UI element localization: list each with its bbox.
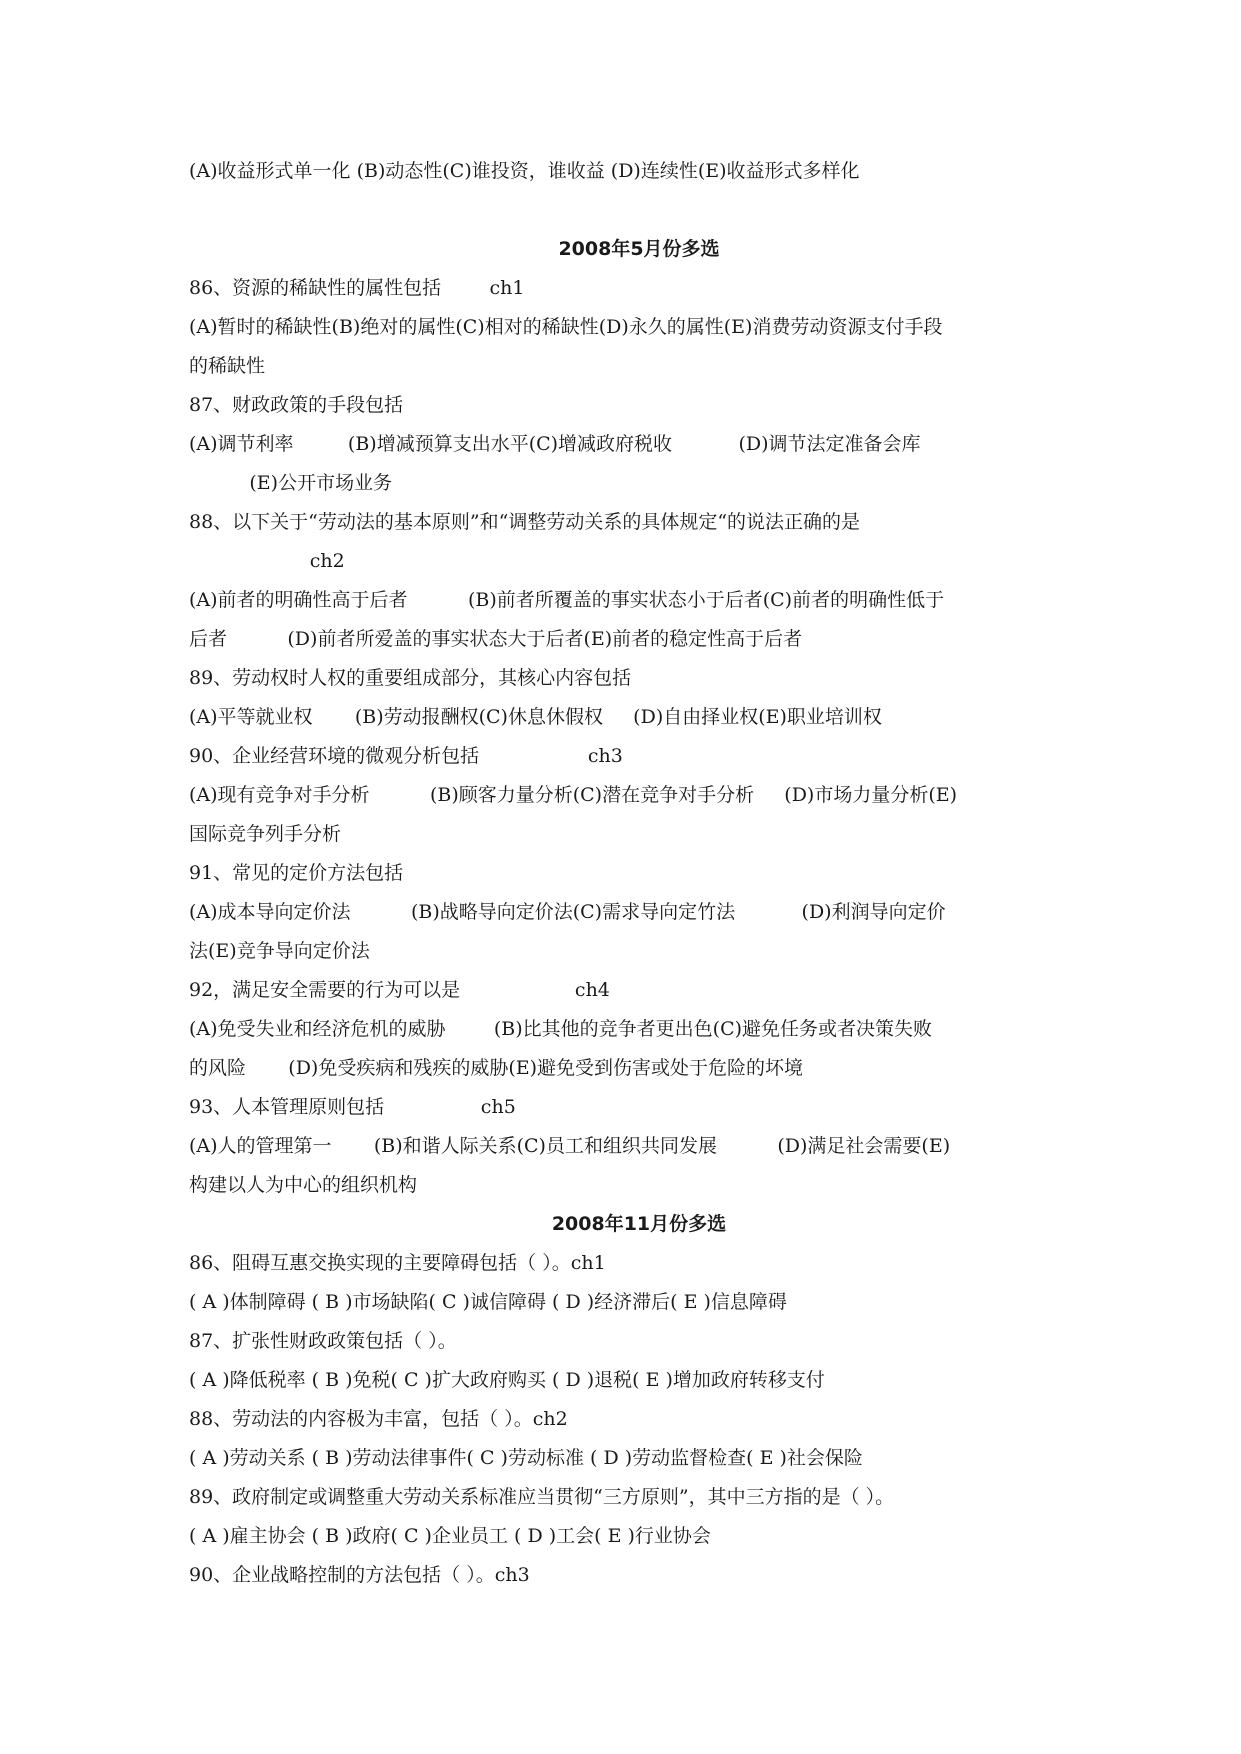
text-line: (A)前者的明确性高于后者 (B)前者所覆盖的事实状态小于后者(C)前者的明确性低于 [189,589,945,611]
text-line: 88、以下关于“劳动法的基本原则”和“调整劳动关系的具体规定“的说法正确的是 [189,511,861,533]
section-heading: 2008年5月份多选 [558,238,720,260]
text-line: 86、资源的稀缺性的属性包括 ch1 [189,277,525,299]
text-line: ( A )劳动关系 ( B )劳动法律事件( C )劳动标准 ( D )劳动监督检查( E )社会保险 [189,1447,863,1469]
text-line: (A)收益形式单一化 (B)动态性(C)谁投资，谁收益 (D)连续性(E)收益形式多样化 [189,160,860,182]
text-line: 法(E)竞争导向定价法 [189,940,370,962]
text-line: 87、财政政策的手段包括 [189,394,404,416]
document-content [189,152,1089,1595]
text-line: (A)免受失业和经济危机的威胁 (B)比其他的竞争者更出色(C)避免任务或者决策失败 [189,1018,933,1040]
text-line: (E)公开市场业务 [189,472,393,494]
text-line: 86、阻碍互惠交换实现的主要障碍包括（ ）。ch1 [189,1252,606,1274]
text-line: 88、劳动法的内容极为丰富，包括（ ）。ch2 [189,1408,568,1430]
text-line: (A)调节利率 (B)增减预算支出水平(C)增减政府税收 (D)调节法定准备会库 [189,433,921,455]
blank-line [189,191,1089,230]
text-line: (A)平等就业权 (B)劳动报酬权(C)休息休假权 (D)自由择业权(E)职业培训权 [189,706,882,728]
text-line: ( A )雇主协会 ( B )政府( C )企业员工 ( D )工会( E )行业协会 [189,1525,711,1547]
text-line: 89、政府制定或调整重大劳动关系标准应当贯彻“三方原则”，其中三方指的是（ ）。 [189,1486,895,1508]
text-line: (A)成本导向定价法 (B)战略导向定价法(C)需求导向定竹法 (D)利润导向定价 [189,901,946,923]
text-line: 构建以人为中心的组织机构 [189,1174,418,1196]
text-line: 的稀缺性 [189,355,266,377]
text-line: 87、扩张性财政政策包括（ ）。 [189,1330,457,1352]
text-line: 后者 (D)前者所爱盖的事实状态大于后者(E)前者的稳定性高于后者 [189,628,803,650]
text-line: 国际竞争列手分析 [189,823,342,845]
text-line: 91、常见的定价方法包括 [189,862,404,884]
text-line: 93、人本管理原则包括 ch5 [189,1096,516,1118]
document-page [189,152,1089,1595]
section-heading: 2008年11月份多选 [551,1213,727,1235]
text-line: 90、企业经营环境的微观分析包括 ch3 [189,745,623,767]
text-line: (A)人的管理第一 (B)和谐人际关系(C)员工和组织共同发展 (D)满足社会需要(E) [189,1135,951,1157]
text-line: (A)现有竞争对手分析 (B)顾客力量分析(C)潜在竞争对手分析 (D)市场力量分析(E) [189,784,958,806]
text-line: 89、劳动权时人权的重要组成部分，其核心内容包括 [189,667,632,689]
text-line: ( A )体制障碍 ( B )市场缺陷( C )诚信障碍 ( D )经济滞后( E )信息障碍 [189,1291,787,1313]
text-line: 的风险 (D)免受疾病和残疾的威胁(E)避免受到伤害或处于危险的坏境 [189,1057,804,1079]
text-line: ch2 [189,550,345,572]
text-line: 92，满足安全需要的行为可以是 ch4 [189,979,610,1001]
text-line: (A)暂时的稀缺性(B)绝对的属性(C)相对的稀缺性(D)永久的属性(E)消费劳动资源支付手段 [189,316,943,338]
text-line: ( A )降低税率 ( B )免税( C )扩大政府购买 ( D )退税( E )增加政府转移支付 [189,1369,825,1391]
text-line: 90、企业战略控制的方法包括（ ）。ch3 [189,1564,530,1586]
